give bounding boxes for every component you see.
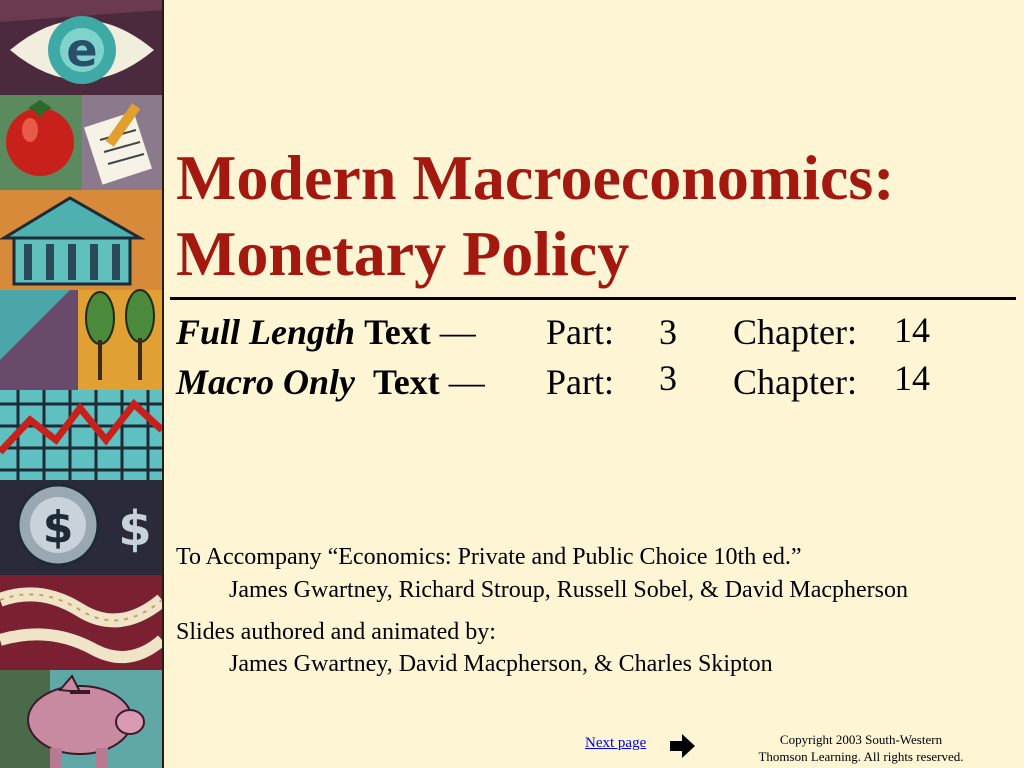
part-label: Part:	[546, 312, 614, 352]
textbook-authors: James Gwartney, Richard Stroup, Russell Sobel, & David Macpherson	[229, 577, 908, 603]
copyright-line-2: Thomson Learning. All rights reserved.	[758, 749, 964, 764]
svg-text:$: $	[42, 502, 74, 553]
chapter-label: Chapter:	[733, 312, 857, 352]
edition-name: Macro Only	[176, 362, 355, 402]
eye-icon	[0, 0, 162, 95]
part-number: 3	[659, 358, 677, 398]
line-graph-icon	[0, 390, 162, 480]
edition-text: Text	[364, 312, 431, 352]
part-label: Part:	[546, 362, 614, 402]
slides-credit-line: Slides authored and animated by:	[176, 619, 496, 645]
tomato-icon	[0, 95, 82, 190]
next-page-link[interactable]: Next page	[585, 735, 647, 751]
copyright-notice	[736, 731, 986, 765]
accompany-line: To Accompany “Economics: Private and Public Choice 10th ed.”	[176, 544, 802, 570]
ticker-tape-icon	[0, 575, 162, 670]
notepad-pencil-icon	[82, 95, 162, 190]
svg-text:$: $	[118, 501, 152, 557]
edition-dash: —	[448, 362, 485, 402]
piggy-bank-icon	[0, 670, 162, 768]
part-number: 3	[659, 312, 677, 352]
bank-building-icon	[0, 190, 162, 290]
page-title	[176, 140, 895, 292]
title-divider	[170, 297, 1016, 300]
edition-label	[176, 362, 485, 402]
chapter-label: Chapter:	[733, 362, 857, 402]
strip-divider	[162, 0, 164, 768]
title-line-1: Modern Macroeconomics:	[176, 142, 895, 213]
trees-icon	[0, 290, 162, 390]
right-arrow-icon[interactable]	[668, 733, 696, 759]
dollar-coin-icon	[0, 480, 162, 575]
copyright-line-1: Copyright 2003 South-Western	[779, 732, 943, 747]
slides-authors: James Gwartney, David Macpherson, & Charles Skipton	[229, 651, 773, 677]
edition-label	[176, 312, 476, 352]
edition-dash: —	[439, 312, 476, 352]
svg-text:e: e	[66, 23, 98, 77]
decorative-economics-strip	[0, 0, 162, 768]
edition-text: Text	[373, 362, 440, 402]
chapter-number: 14	[894, 310, 930, 350]
edition-name: Full Length	[176, 312, 356, 352]
title-line-2: Monetary Policy	[176, 218, 630, 289]
chapter-number: 14	[894, 358, 930, 398]
